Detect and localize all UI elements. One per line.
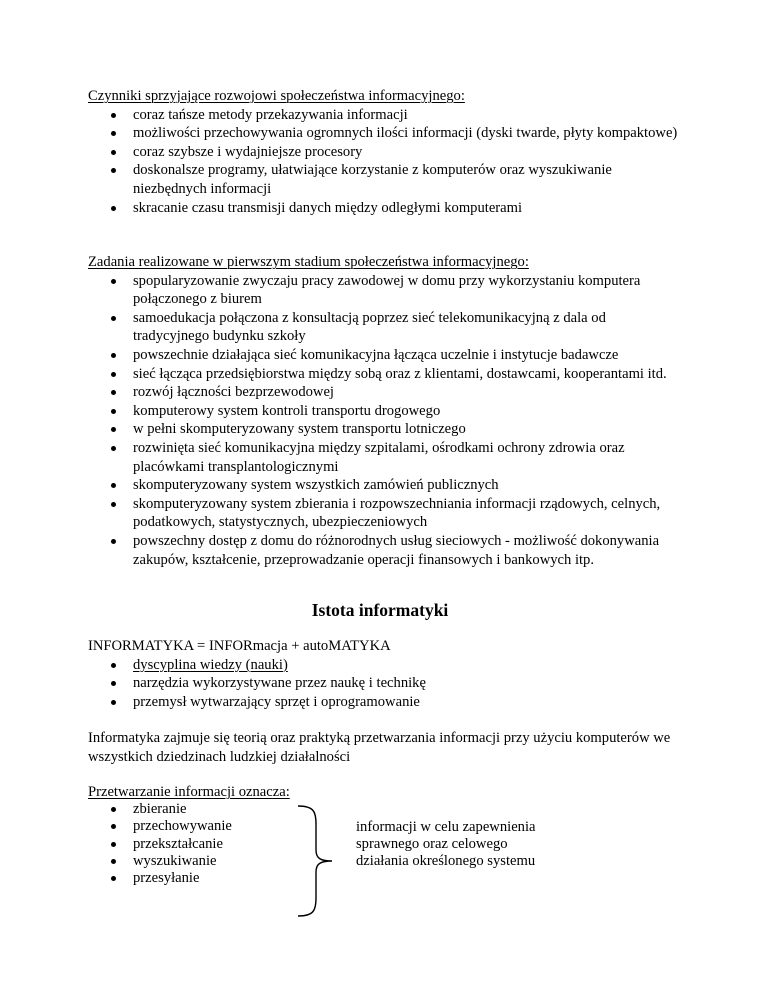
list-item: coraz tańsze metody przekazywania informacji: [88, 106, 678, 125]
list-item: dyscyplina wiedzy (nauki): [88, 656, 678, 675]
processing-purpose: [356, 819, 536, 871]
bullet-icon: [111, 483, 116, 488]
curly-brace-icon: [296, 804, 336, 918]
list-item: coraz szybsze i wydajniejsze procesory: [88, 143, 678, 162]
bullet-icon: [111, 807, 116, 812]
definition-section: [88, 637, 678, 711]
list-item: możliwości przechowywania ogromnych ilości informacji (dyski twarde, płyty kompaktowe): [88, 124, 678, 143]
list-item: wyszukiwanie: [88, 853, 678, 870]
list-item: narzędzia wykorzystywane przez naukę i technikę: [88, 674, 678, 693]
purpose-line: informacji w celu zapewnienia: [356, 819, 536, 835]
bullet-icon: [111, 842, 116, 847]
list-item: spopularyzowanie zwyczaju pracy zawodowej w domu przy wykorzystaniu komputera połączonego z biurem: [88, 272, 678, 309]
list-item: samoedukacja połączona z konsultacją poprzez sieć telekomunikacyjną z dala od tradycyjnego budynku szkoły: [88, 309, 678, 346]
list-item: rozwój łączności bezprzewodowej: [88, 383, 678, 402]
list-item: w pełni skomputeryzowany system transportu lotniczego: [88, 420, 678, 439]
processing-heading: Przetwarzanie informacji oznacza:: [88, 784, 290, 800]
page-title: Istota informatyki: [311, 600, 449, 620]
list-item: doskonalsze programy, ułatwiające korzystanie z komputerów oraz wyszukiwanie niezbędnych informacji: [88, 161, 678, 198]
bullet-icon: [111, 427, 116, 432]
tasks-heading: Zadania realizowane w pierwszym stadium społeczeństwa informacyjnego:: [88, 254, 529, 270]
list-item: rozwinięta sieć komunikacyjna między szpitalami, ośrodkami ochrony zdrowia oraz placówkami transplantologicznymi: [88, 439, 678, 476]
bullet-icon: [111, 206, 116, 211]
bullet-icon: [111, 353, 116, 358]
factors-list: [88, 106, 678, 218]
list-item: skracanie czasu transmisji danych między odległymi komputerami: [88, 199, 678, 218]
bullet-icon: [111, 663, 116, 668]
bullet-icon: [111, 539, 116, 544]
bullet-icon: [111, 390, 116, 395]
list-item: powszechnie działająca sieć komunikacyjna łącząca uczelnie i instytucje badawcze: [88, 346, 678, 365]
purpose-line: sprawnego oraz celowego: [356, 836, 508, 853]
list-item: powszechny dostęp z domu do różnorodnych usług sieciowych - możliwość dokonywania zakupów, kształcenie, przeprowadzanie operacji finansowych i bankowych itp.: [88, 532, 678, 569]
bullet-icon: [111, 502, 116, 507]
list-item: sieć łącząca przedsiębiorstwa między sobą oraz z klientami, dostawcami, kooperantami itd.: [88, 365, 678, 384]
bullet-icon: [111, 372, 116, 377]
tasks-section: [88, 253, 678, 569]
list-item: przesyłanie: [88, 870, 678, 887]
list-item: skomputeryzowany system wszystkich zamówień publicznych: [88, 476, 678, 495]
bullet-icon: [111, 824, 116, 829]
bullet-icon: [111, 131, 116, 136]
list-item: przechowywanie: [88, 818, 678, 835]
bullet-icon: [111, 700, 116, 705]
list-item: skomputeryzowany system zbierania i rozpowszechniania informacji rządowych, celnych, podatkowych, statystycznych, ubezpieczeniowych: [88, 495, 678, 532]
bullet-icon: [111, 316, 116, 321]
bullet-icon: [111, 168, 116, 173]
list-item: zbieranie: [88, 801, 678, 818]
bullet-icon: [111, 446, 116, 451]
factors-section: [88, 87, 678, 217]
bullet-icon: [111, 409, 116, 414]
list-item: przekształcanie: [88, 836, 678, 853]
factors-heading: Czynniki sprzyjające rozwojowi społeczeństwa informacyjnego:: [88, 88, 465, 104]
list-item: komputerowy system kontroli transportu drogowego: [88, 402, 678, 421]
bullet-icon: [111, 859, 116, 864]
formula: INFORMATYKA = INFORmacja + autoMATYKA: [88, 638, 391, 654]
informatics-paragraph: Informatyka zajmuje się teorią oraz praktyką przetwarzania informacji przy użyciu komputerów we wszystkich dziedzinach ludzkiej działalności: [88, 730, 671, 765]
bullet-icon: [111, 279, 116, 284]
definition-list: [88, 656, 678, 712]
purpose-line: działania określonego systemu: [356, 853, 536, 870]
tasks-list: [88, 272, 678, 570]
bullet-icon: [111, 150, 116, 155]
bullet-icon: [111, 876, 116, 881]
bullet-icon: [111, 113, 116, 118]
bullet-icon: [111, 681, 116, 686]
list-item: przemysł wytwarzający sprzęt i oprogramowanie: [88, 693, 678, 712]
